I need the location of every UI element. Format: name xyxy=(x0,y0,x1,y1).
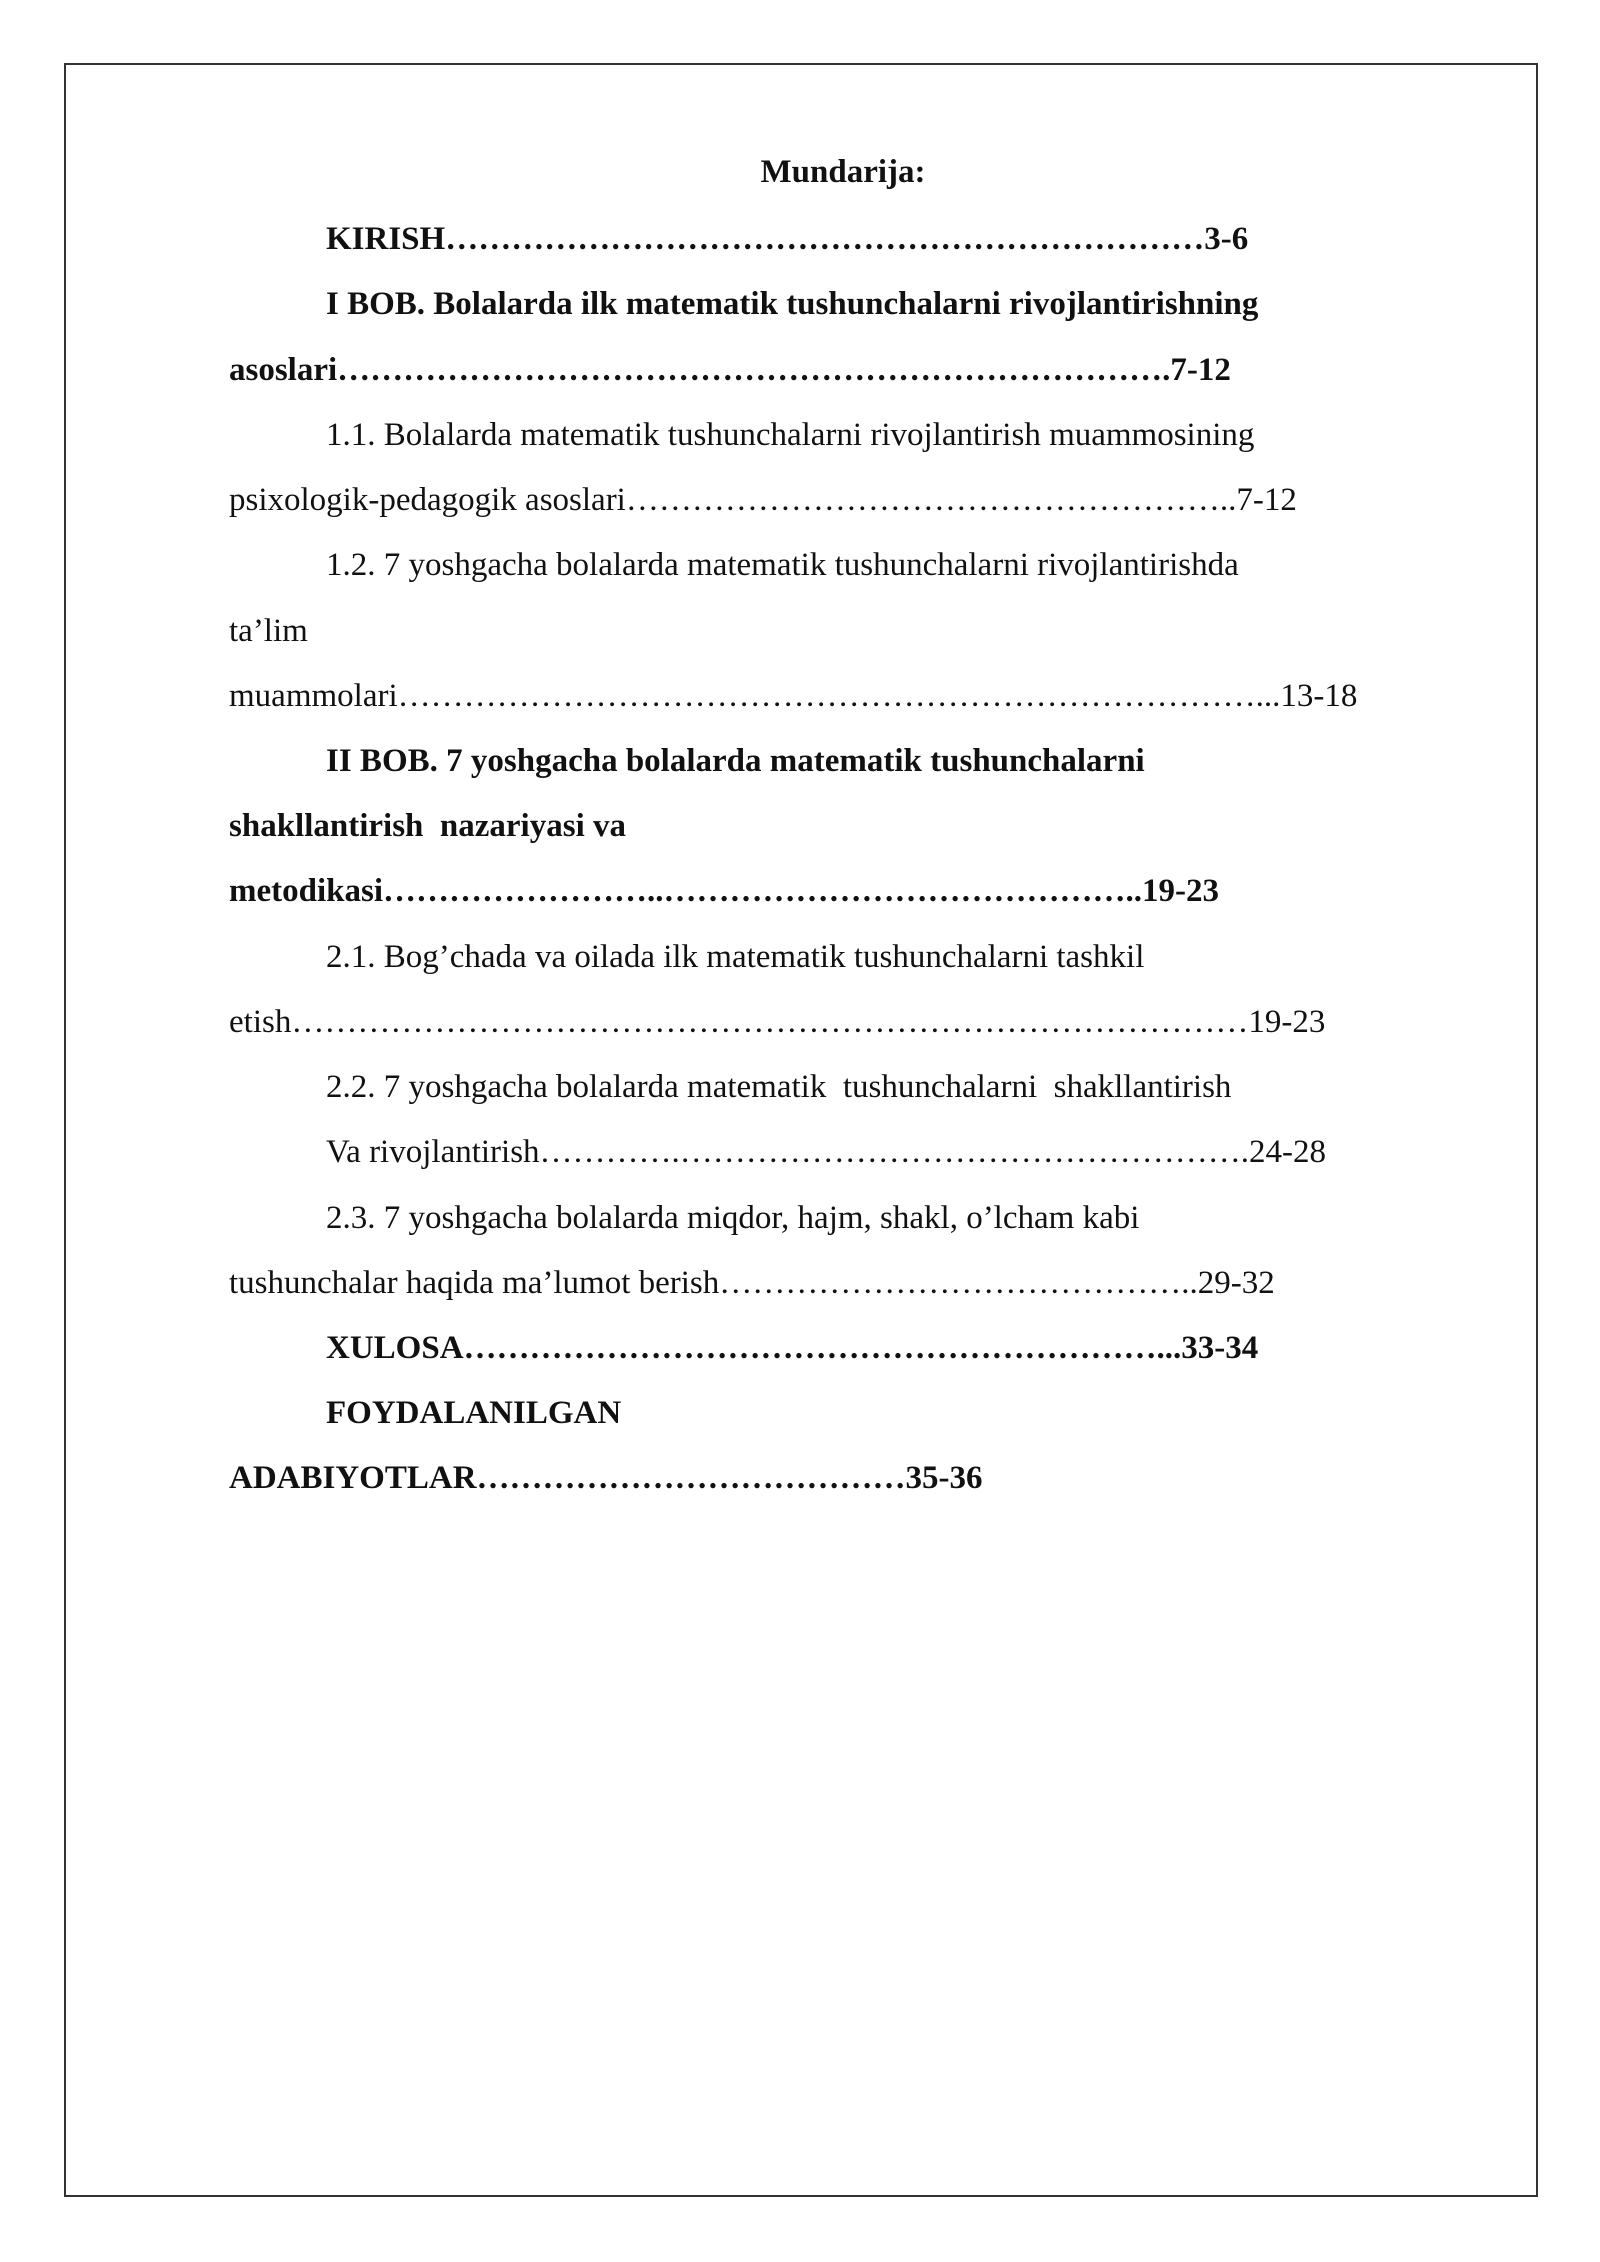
toc-entry-chapter-2: II BOB. 7 yoshgacha bolalarda matematik tushunchalarni xyxy=(326,743,1145,779)
toc-entry-xulosa: XULOSA………………………………………………………...33-34 xyxy=(326,1330,1259,1366)
toc-entry-section-1-1: 1.1. Bolalarda matematik tushunchalarni rivojlantirish muammosining xyxy=(326,417,1255,453)
toc-entry-section-2-2: 2.2. 7 yoshgacha bolalarda matematik tushunchalarni shakllantirish xyxy=(326,1069,1232,1105)
toc-entry-section-1-2: 1.2. 7 yoshgacha bolalarda matematik tushunchalarni rivojlantirishda xyxy=(326,547,1239,583)
toc-entry-section-2-3: 2.3. 7 yoshgacha bolalarda miqdor, hajm, shakl, o’lcham kabi xyxy=(326,1200,1140,1236)
toc-entry-chapter-1-cont: asoslari………………………………………………………………….7-12 xyxy=(229,352,1231,388)
toc-entry-section-1-2-cont: ta’lim xyxy=(229,613,308,649)
toc-entry-chapter-1: I BOB. Bolalarda ilk matematik tushunchalarni rivojlantirishning xyxy=(326,286,1259,322)
toc-entry-section-1-1-cont: psixologik-pedagogik asoslari………………………………………………..7-12 xyxy=(229,482,1297,518)
toc-entry-section-2-1-cont: etish……………………………………………………………………………19-23 xyxy=(229,1004,1326,1040)
toc-entry-literature-cont: ADABIYOTLAR…………………………………35-36 xyxy=(229,1460,983,1496)
toc-entry-literature: FOYDALANILGAN xyxy=(326,1395,622,1431)
toc-entry-chapter-2-cont2: metodikasi……………………..……………………………………..19-23 xyxy=(229,873,1219,909)
toc-entry-kirish: KIRISH……………………………………………………………3-6 xyxy=(326,221,1249,257)
toc-entry-section-2-3-cont: tushunchalar haqida ma’lumot berish……………………………………..29-32 xyxy=(229,1265,1275,1301)
toc-entry-section-2-1: 2.1. Bog’chada va oilada ilk matematik tushunchalarni tashkil xyxy=(326,939,1145,975)
page-title: Mundarija: xyxy=(760,154,926,190)
toc-entry-section-1-2-cont2: muammolari……………………………………………………………………...13-18 xyxy=(229,678,1358,714)
toc-entry-section-2-2-cont: Va rivojlantirish………….…………………………………………….24-28 xyxy=(326,1134,1327,1170)
toc-entry-chapter-2-cont: shakllantirish nazariyasi va xyxy=(229,808,626,844)
